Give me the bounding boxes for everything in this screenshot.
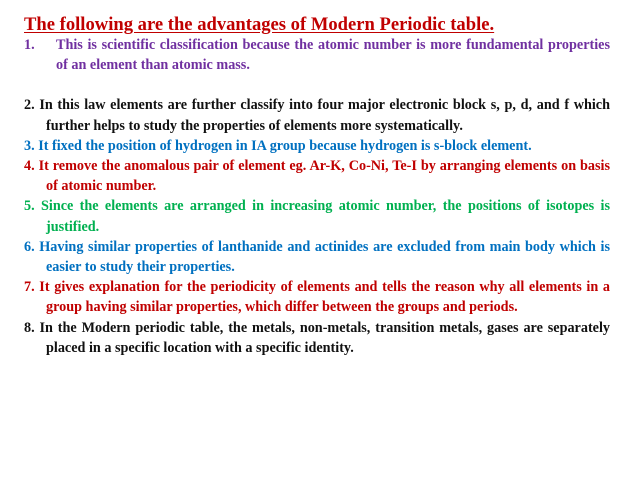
- advantage-1: [24, 35, 610, 75]
- advantage-6: 6. Having similar properties of lanthanide and actinides are excluded from main body which is easier to study their properties.: [24, 238, 610, 276]
- advantage-7: 7. It gives explanation for the periodicity of elements and tells the reason why all elements in a group having similar properties, which differ between the groups and periods.: [24, 279, 610, 316]
- advantage-8: 8. In the Modern periodic table, the metals, non-metals, transition metals, gases are separately placed in a specific location with a specific identity.: [24, 319, 610, 356]
- slide-title: The following are the advantages of Modern Periodic table.: [24, 14, 495, 35]
- advantage-4: 4. It remove the anomalous pair of element eg. Ar-K, Co-Ni, Te-I by arranging elements on basis of atomic number.: [24, 158, 610, 195]
- advantage-5: 5. Since the elements are arranged in increasing atomic number, the positions of isotopes is justified.: [24, 198, 610, 235]
- spacer: [24, 75, 610, 95]
- advantage-3: 3. It fixed the position of hydrogen in IA group because hydrogen is s-block element.: [24, 137, 532, 154]
- advantage-2: 2. In this law elements are further classify into four major electronic block s, p, d, and f which further helps to study the properties of elements more systematically.: [24, 97, 610, 134]
- advantage-1-text: This is scientific classification because the atomic number is more fundamental properties of an element than atomic mass.: [56, 37, 610, 74]
- advantage-1-number: 1.: [24, 37, 35, 53]
